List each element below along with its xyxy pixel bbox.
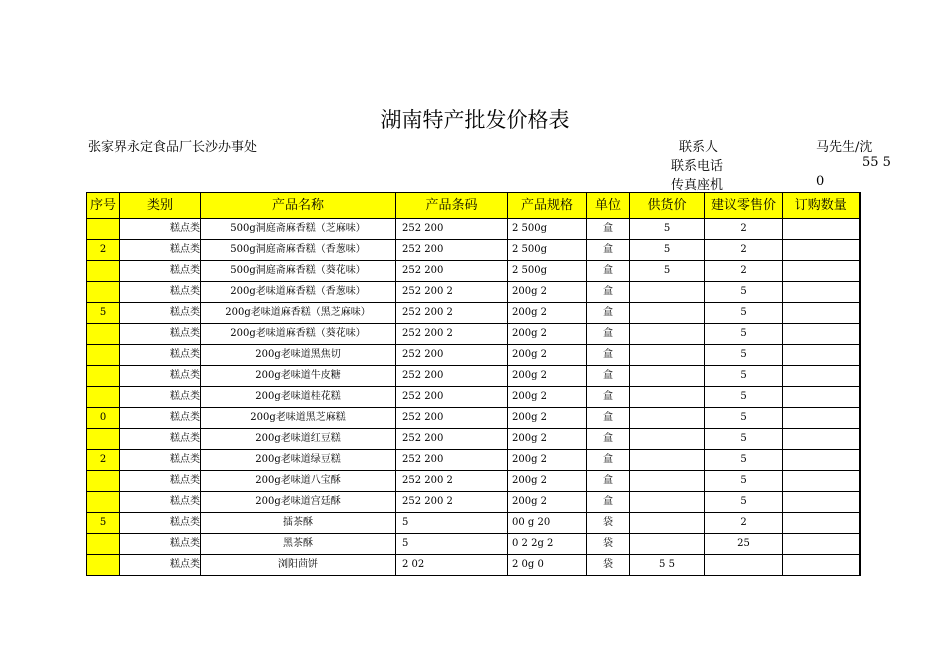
cell-product-name: 200g老味道麻香糕（黑芝麻味）	[201, 303, 396, 324]
cell-order-qty[interactable]	[783, 450, 860, 471]
cell-barcode: 2 02	[396, 555, 508, 576]
cell-seq: 2	[87, 240, 120, 261]
cell-barcode: 252 200	[396, 366, 508, 387]
cell-spec: 200g 2	[508, 366, 587, 387]
cell-category: 糕点类	[120, 513, 201, 534]
cell-supply-price	[630, 513, 705, 534]
cell-product-name: 黑茶酥	[201, 534, 396, 555]
cell-supply-price: 5	[630, 240, 705, 261]
cell-seq: 2	[87, 450, 120, 471]
cell-spec: 2 500g	[508, 219, 587, 240]
cell-retail-price: 25	[705, 534, 783, 555]
table-row	[87, 261, 860, 282]
cell-seq	[87, 324, 120, 345]
cell-order-qty[interactable]	[783, 345, 860, 366]
cell-supply-price	[630, 429, 705, 450]
table-row	[87, 450, 860, 471]
cell-seq: 5	[87, 513, 120, 534]
cell-retail-price: 5	[705, 345, 783, 366]
table-row	[87, 345, 860, 366]
table-row	[87, 303, 860, 324]
cell-barcode: 252 200	[396, 387, 508, 408]
cell-unit: 盒	[587, 429, 630, 450]
cell-product-name: 500g洞庭斋麻香糕（葵花味）	[201, 261, 396, 282]
cell-spec: 00 g 20	[508, 513, 587, 534]
cell-unit: 盒	[587, 387, 630, 408]
cell-supply-price	[630, 387, 705, 408]
cell-seq	[87, 534, 120, 555]
cell-spec: 2 500g	[508, 261, 587, 282]
cell-barcode: 252 200	[396, 219, 508, 240]
cell-retail-price: 5	[705, 282, 783, 303]
cell-product-name: 500g洞庭斋麻香糕（芝麻味）	[201, 219, 396, 240]
cell-supply-price	[630, 282, 705, 303]
cell-unit: 盒	[587, 324, 630, 345]
contact-fax-label: 传真座机	[671, 178, 724, 193]
table-row	[87, 387, 860, 408]
cell-retail-price: 5	[705, 303, 783, 324]
contact-phone-label: 联系电话	[671, 159, 724, 174]
cell-spec: 200g 2	[508, 450, 587, 471]
cell-spec: 200g 2	[508, 471, 587, 492]
header-seq: 序号	[87, 193, 120, 219]
cell-retail-price: 5	[705, 408, 783, 429]
header-product-name: 产品名称	[201, 193, 396, 219]
table-row	[87, 534, 860, 555]
cell-barcode: 252 200 2	[396, 492, 508, 513]
cell-unit: 盒	[587, 303, 630, 324]
cell-spec: 200g 2	[508, 303, 587, 324]
cell-spec: 200g 2	[508, 408, 587, 429]
cell-unit: 盒	[587, 450, 630, 471]
cell-retail-price: 5	[705, 471, 783, 492]
cell-product-name: 200g老味道红豆糕	[201, 429, 396, 450]
cell-spec: 200g 2	[508, 429, 587, 450]
cell-retail-price: 5	[705, 492, 783, 513]
cell-barcode: 5	[396, 513, 508, 534]
cell-retail-price: 5	[705, 387, 783, 408]
cell-seq	[87, 387, 120, 408]
cell-seq	[87, 345, 120, 366]
cell-product-name: 200g老味道黑芝麻糕	[201, 408, 396, 429]
cell-spec: 2 0g 0	[508, 555, 587, 576]
cell-product-name: 200g老味道桂花糕	[201, 387, 396, 408]
cell-unit: 盒	[587, 345, 630, 366]
header-barcode: 产品条码	[396, 193, 508, 219]
cell-retail-price	[705, 555, 783, 576]
cell-order-qty[interactable]	[783, 387, 860, 408]
cell-seq	[87, 282, 120, 303]
cell-barcode: 252 200	[396, 408, 508, 429]
cell-category: 糕点类	[120, 366, 201, 387]
contact-person-value: 马先生/沈	[816, 140, 873, 155]
cell-order-qty[interactable]	[783, 555, 860, 576]
table-row	[87, 513, 860, 534]
cell-supply-price	[630, 366, 705, 387]
contact-fax-value: 0	[816, 174, 825, 189]
cell-spec: 2 500g	[508, 240, 587, 261]
cell-unit: 盒	[587, 240, 630, 261]
cell-seq	[87, 366, 120, 387]
cell-unit: 盒	[587, 492, 630, 513]
cell-product-name: 200g老味道绿豆糕	[201, 450, 396, 471]
cell-product-name: 200g老味道黑焦切	[201, 345, 396, 366]
cell-order-qty[interactable]	[783, 534, 860, 555]
cell-supply-price	[630, 492, 705, 513]
cell-spec: 200g 2	[508, 387, 587, 408]
cell-seq	[87, 471, 120, 492]
cell-barcode: 252 200 2	[396, 303, 508, 324]
header-order-qty: 订购数量	[783, 193, 860, 219]
cell-category: 糕点类	[120, 387, 201, 408]
cell-retail-price: 5	[705, 429, 783, 450]
cell-supply-price	[630, 471, 705, 492]
cell-barcode: 252 200 2	[396, 471, 508, 492]
cell-category: 糕点类	[120, 219, 201, 240]
cell-category: 糕点类	[120, 492, 201, 513]
cell-order-qty[interactable]	[783, 471, 860, 492]
cell-supply-price	[630, 303, 705, 324]
cell-retail-price: 5	[705, 366, 783, 387]
cell-order-qty[interactable]	[783, 429, 860, 450]
cell-barcode: 252 200	[396, 429, 508, 450]
cell-order-qty[interactable]	[783, 240, 860, 261]
cell-product-name: 500g洞庭斋麻香糕（香葱味）	[201, 240, 396, 261]
header-retail-price: 建议零售价	[705, 193, 783, 219]
cell-barcode: 252 200	[396, 450, 508, 471]
header-supply-price: 供货价	[630, 193, 705, 219]
table-row	[87, 555, 860, 576]
cell-unit: 盒	[587, 261, 630, 282]
cell-barcode: 252 200	[396, 261, 508, 282]
cell-category: 糕点类	[120, 345, 201, 366]
table-row	[87, 282, 860, 303]
cell-spec: 200g 2	[508, 282, 587, 303]
cell-supply-price	[630, 450, 705, 471]
cell-unit: 盒	[587, 282, 630, 303]
cell-retail-price: 2	[705, 261, 783, 282]
cell-category: 糕点类	[120, 261, 201, 282]
cell-supply-price	[630, 534, 705, 555]
cell-product-name: 浏阳茴饼	[201, 555, 396, 576]
cell-spec: 200g 2	[508, 324, 587, 345]
price-table	[86, 192, 861, 576]
header-unit: 单位	[587, 193, 630, 219]
cell-category: 糕点类	[120, 429, 201, 450]
cell-order-qty[interactable]	[783, 261, 860, 282]
header-spec: 产品规格	[508, 193, 587, 219]
cell-product-name: 200g老味道八宝酥	[201, 471, 396, 492]
cell-unit: 袋	[587, 555, 630, 576]
cell-category: 糕点类	[120, 282, 201, 303]
cell-order-qty[interactable]	[783, 513, 860, 534]
page-title: 湖南特产批发价格表	[380, 108, 570, 132]
table-row	[87, 240, 860, 261]
cell-supply-price: 5 5	[630, 555, 705, 576]
cell-spec: 200g 2	[508, 345, 587, 366]
cell-barcode: 252 200 2	[396, 324, 508, 345]
cell-order-qty[interactable]	[783, 408, 860, 429]
contact-person-label: 联系人	[679, 140, 719, 155]
cell-barcode: 252 200 2	[396, 282, 508, 303]
table-row	[87, 324, 860, 345]
cell-unit: 袋	[587, 534, 630, 555]
cell-product-name: 200g老味道麻香糕（葵花味）	[201, 324, 396, 345]
table-header-row	[87, 193, 860, 219]
cell-supply-price	[630, 324, 705, 345]
cell-retail-price: 2	[705, 219, 783, 240]
cell-category: 糕点类	[120, 240, 201, 261]
cell-product-name: 200g老味道牛皮糖	[201, 366, 396, 387]
cell-seq	[87, 261, 120, 282]
cell-product-name: 200g老味道麻香糕（香葱味）	[201, 282, 396, 303]
cell-seq	[87, 219, 120, 240]
cell-retail-price: 5	[705, 450, 783, 471]
cell-product-name: 擂茶酥	[201, 513, 396, 534]
header-category: 类别	[120, 193, 201, 219]
cell-unit: 盒	[587, 471, 630, 492]
cell-supply-price: 5	[630, 261, 705, 282]
cell-category: 糕点类	[120, 534, 201, 555]
table-row	[87, 429, 860, 450]
cell-order-qty[interactable]	[783, 492, 860, 513]
cell-order-qty[interactable]	[783, 324, 860, 345]
cell-category: 糕点类	[120, 555, 201, 576]
table-row	[87, 471, 860, 492]
cell-category: 糕点类	[120, 450, 201, 471]
cell-barcode: 5	[396, 534, 508, 555]
cell-order-qty[interactable]	[783, 366, 860, 387]
cell-order-qty[interactable]	[783, 219, 860, 240]
cell-spec: 200g 2	[508, 492, 587, 513]
cell-seq	[87, 429, 120, 450]
cell-unit: 盒	[587, 366, 630, 387]
cell-seq: 0	[87, 408, 120, 429]
cell-category: 糕点类	[120, 324, 201, 345]
cell-barcode: 252 200	[396, 345, 508, 366]
cell-unit: 袋	[587, 513, 630, 534]
table-row	[87, 219, 860, 240]
cell-product-name: 200g老味道宫廷酥	[201, 492, 396, 513]
table-row	[87, 408, 860, 429]
cell-supply-price	[630, 408, 705, 429]
cell-retail-price: 2	[705, 513, 783, 534]
cell-order-qty[interactable]	[783, 303, 860, 324]
cell-category: 糕点类	[120, 471, 201, 492]
cell-unit: 盒	[587, 219, 630, 240]
cell-seq	[87, 555, 120, 576]
cell-seq: 5	[87, 303, 120, 324]
table-row	[87, 492, 860, 513]
contact-phone-value: 55 5	[862, 155, 891, 170]
cell-barcode: 252 200	[396, 240, 508, 261]
cell-category: 糕点类	[120, 408, 201, 429]
cell-retail-price: 2	[705, 240, 783, 261]
cell-seq	[87, 492, 120, 513]
cell-order-qty[interactable]	[783, 282, 860, 303]
company-name: 张家界永定食品厂长沙办事处	[88, 140, 258, 155]
cell-supply-price: 5	[630, 219, 705, 240]
cell-unit: 盒	[587, 408, 630, 429]
cell-spec: 0 2 2g 2	[508, 534, 587, 555]
cell-category: 糕点类	[120, 303, 201, 324]
cell-supply-price	[630, 345, 705, 366]
table-row	[87, 366, 860, 387]
cell-retail-price: 5	[705, 324, 783, 345]
